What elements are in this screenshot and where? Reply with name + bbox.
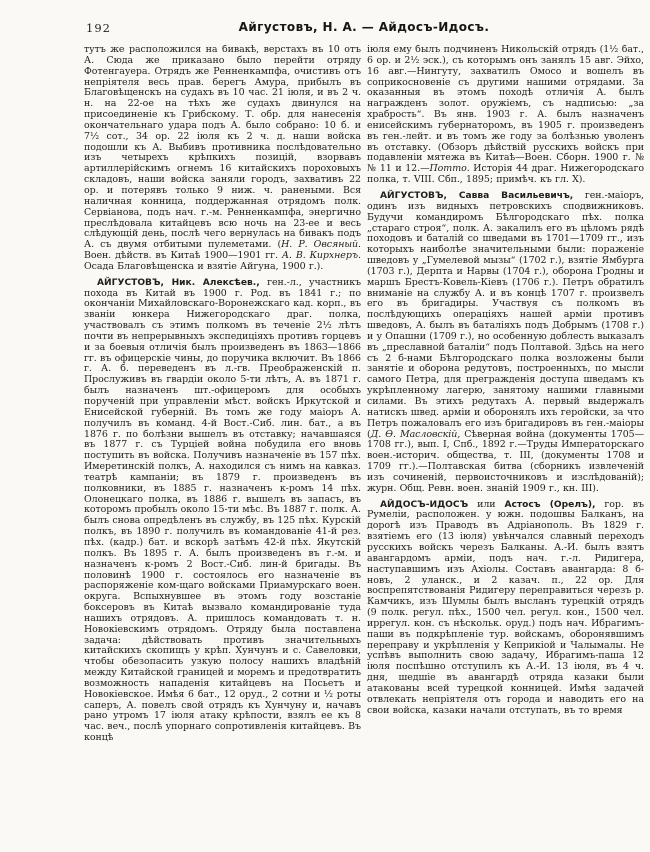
text-segment: Воен. дѣйств. въ Китаѣ 1900—1901 гг. <box>84 250 282 262</box>
running-title: Айгустовъ, Н. А. — Айдосъ-Идосъ. <box>238 20 490 34</box>
entry-headword: АЙГУСТОВЪ, Ник. Алексѣев., <box>97 277 260 288</box>
text-segment: гор. въ Румеліи, расположен. у южн. подошвы Балканъ, на дорогѣ изъ Праводъ въ Адріанополь. Въ 1829 г. взятіемъ его (13 іюля) увѣнчался славный переходъ русскихъ войскъ черезъ Балканы. А.-И. былъ взятъ авангардомъ арміи, подъ нач. г.-л. Ридигера, наступавшимъ изъ Ахіолы. Составъ авангарда: 8 б-новъ, 2 уланск., и 2 казач. п., 22 ор. Для воспрепятствованія Ридигеру переправиться черезъ р. Камчикъ, изъ Шумлы былъ высланъ турецкій отрядъ (9 полк. регул. пѣх., 1500 чел. регул. кон., 1500 чел. иррегул. кон. съ нѣскольк. оруд.) подъ нач. Ибрагимъ-паши въ подкрѣпленіе тур. войскамъ, оборонявшимъ переправу и укрѣпленія у Кеприкіой и Чалымалы. Не успѣвъ выполнить свою задачу, Ибрагимъ-паша 12 іюля поспѣшно отступилъ къ А.-И. 13 іюля, въ 4 ч. дня, шедшіе въ авангардѣ отряда казаки были атакованы всей турецкой конницей. Имѣя задачей отвлекать непріятеля отъ города и наводить его на свои войска, казаки начали отступать, въ то время <box>367 498 644 716</box>
text-segment: ген.-маіоръ, одинъ изъ видныхъ петровскихъ сподвижниковъ. Будучи командиромъ Бѣлгородскаго пѣх. полка „стараго строя“, полк. А. закалилъ его въ цѣломъ рядѣ походовъ и баталій со шведами въ 1701—1709 гг., изъ которыхъ наиболѣе значительными были: пораженіе шведовъ у „Гумелевой мызы“ (1702 г.), взятіе Ямбурга (1703 г.), Дерпта и Нарвы (1704 г.), оборона Гродны и маршъ Брестъ-Ковель-Кіевъ (1706 г.). Петръ обратилъ вниманіе на службу А. и въ концѣ 1707 г. произвелъ его въ бригадиры. Участвуя съ полкомъ въ послѣдующихъ операціяхъ нашей арміи противъ шведовъ, А. былъ въ баталіяхъ подъ Добрымъ (1708 г.) и у Опашни (1709 г.), но особенную доблесть выказалъ въ „преславной баталіи“ подъ Полтавой. Здѣсь на него съ 2 б-нами Бѣлгородскаго полка возложены были занятіе и оборона редутовъ, построенныхъ, по мысли самого Петра, для прегражденія доступа шведамъ къ укрѣпленному лагерю, занятому нашими главными силами. Въ этихъ редутахъ А. первый выдержалъ натискъ швед. арміи и оборонялъ ихъ геройски, за что Петръ пожаловалъ его изъ бригадировъ въ ген.-маіоры ( <box>367 189 644 440</box>
text-segment: или <box>468 498 505 510</box>
left-column <box>84 45 361 793</box>
entry-headword: АЙДОСЪ-ИДОСЪ <box>380 499 469 510</box>
continuation-paragraph <box>367 45 644 186</box>
text-segment: тутъ же расположился на бивакѣ, верстахъ въ 10 отъ А. Сюда же приказано было перейти отряду Фотенгауера. Отрядъ же Ренненкампфа, очистивъ отъ непріятеля весь прав. берегъ Амура, прибылъ въ Благовѣщенскъ на судахъ въ 10 час. 21 іюля, и въ 2 ч. н. на 22-ое на тѣхъ же судахъ двинулся на присоединеніе къ Грибскому. Т. обр. для нанесенія окончательнаго удара подъ А. было собрано: 10 б. и 7½ сот., 34 ор. 22 іюля къ 2 ч. д. наши войска подошли къ А. Выбивъ противника послѣдовательно изъ четырехъ крѣпкихъ позицій, взорвавъ артиллерійскимъ огнемъ 16 китайскихъ пороховыхъ складовъ, наши войска заняли городъ, захвативъ 22 ор. и потерявъ только 9 ниж. ч. ранеными. Вся наличная конница, поддержанная отрядомъ полк. Сервіанова, подъ нач. г.-м. Ренненкампфа, энергично преслѣдовала китайцевъ всю ночь на 23-ее и весь слѣдующій день, послѣ чего вернулась на бивакъ подъ А. съ двумя отбитыми пулеметами. ( <box>84 45 361 251</box>
encyclopedia-entry <box>367 191 644 495</box>
citation-author: Н. Р. Овсяный. <box>281 239 361 251</box>
text-segment: іюля ему былъ подчиненъ Никольскій отрядъ (1½ бат., 6 ор. и 2½ эск.), съ которымъ онъ занялъ 15 авг. Эйхо, 16 авг.—Нингуту, захватилъ Омосо и вошелъ въ соприкосновеніе съ другими нашими отрядами. За оказанныя въ этомъ походѣ отличія А. былъ награжденъ золот. оружіемъ, съ надписью: „за храбрость“. Въ янв. 1903 г. А. былъ назначенъ енисейскимъ губернаторомъ, въ 1905 г. произведенъ въ ген.-лейт. и въ томъ же году за болѣзнью уволенъ въ отставку. (Обзоръ дѣйствій русскихъ войскъ при подавленіи мятежа въ Китаѣ—Воен. Сборн. 1900 г. №№ 11 и 12.— <box>367 45 644 175</box>
citation-author: Потто. <box>429 163 470 175</box>
text-columns <box>84 45 644 793</box>
text-segment: Исторія 44 драг. Нижегородскаго полка, т. VIII. Сбп., 1895; примѣч. къ гл. X). <box>367 163 644 186</box>
citation-author: А. В. Кирхнеръ. <box>281 250 361 262</box>
text-segment: Сѣверная война (документы 1705—1708 гг.), вып. I, Спб., 1892 г.—Труды Императорскаго воен.-историч. общества, т. III, (документы 1708 и 1709 гг.).—Полтавская битва (сборникъ извлеченій изъ сочиненій, первоисточниковъ и изслѣдованій); журн. Общ. Ревн. воен. знаній 1909 г., кн. III). <box>367 428 644 494</box>
encyclopedia-entry <box>367 500 644 717</box>
page-header <box>84 20 644 38</box>
page-number: 192 <box>86 21 111 35</box>
entry-headword: АЙГУСТОВЪ, Савва Васильевичъ, <box>380 190 574 201</box>
text-segment: ген.-л., участникъ похода въ Китай въ 1900 г. Род. въ 1841 г.; по окончаніи Михайловскаго-Воронежскаго кад. корп., въ званіи юнкера Нижегородскаго драг. полка, участвовалъ съ этимъ полкомъ въ теченіе 2½ лѣтъ почти въ непрерывныхъ экспедиціяхъ противъ горцевъ и за боевыя отличія былъ произведенъ въ 1863—1866 гг. въ офицерскіе чины, до поручика включит. Въ 1866 г. А. б. переведенъ въ л.-гв. Преображенскій п. Прослуживъ въ гвардіи около 5-ти лѣтъ, А. въ 1871 г. былъ назначенъ шт.-офицеромъ для особыхъ порученій при управленіи мѣст. войскъ Иркутской и Енисейской губерній. Въ томъ же году маіоръ А. получилъ въ команд. 4-й Вост.-Сиб. лин. бат., а въ 1876 г. по болѣзни вышелъ въ отставку; начавшаяся въ 1877 г. съ Турціей война побудила его вновь поступить въ войска. Получивъ назначеніе въ 157 пѣх. Имеретинскій полкъ, А. находился съ нимъ на кавказ. театрѣ кампаніи; въ 1879 г. произведенъ въ полковники, въ 1885 г. назначенъ к-ромъ 14 пѣх. Олонецкаго полка, въ 1886 г. вышелъ въ запасъ, въ которомъ пробылъ около 15-ти мѣс. Въ 1887 г. полк. А. былъ снова опредѣленъ въ службу, въ 125 пѣх. Курскій полкъ, въ 1890 г. получилъ въ командованіе 41-й рез. пѣх. (кадр.) бат. и вскорѣ затѣмъ 42-й пѣх. Якутскій полкъ. Въ 1895 г. А. былъ произведенъ въ г.-м. и назначенъ к-ромъ 2 Вост.-Сиб. лин-й бригады. Въ половинѣ 1900 г. состоялось его назначеніе въ распоряженіе ком-щаго войсками Приамурскаго воен. округа. Вспыхнувшее въ этомъ году возстаніе боксеровъ въ Китаѣ вызвало командированіе туда нашихъ отрядовъ. А. пришлось командовать т. н. Новокіевскимъ отрядомъ. Отряду была поставлена задача: дѣйствовать противъ значительныхъ китайскихъ скопищъ у крѣп. Хунчунъ и с. Савеловки, чтобы обезопасить узкую полосу нашихъ владѣній между Китайской границей и моремъ и предотвратить возможность нападенія китайцевъ на Посьетъ и Новокіевское. Имѣя 6 бат., 12 оруд., 2 сотни и ½ роты саперъ, А. повелъ свой отрядъ къ Хунчуну и, начавъ рано утромъ 17 іюля атаку крѣпости, взялъ ее къ 8 час. веч., послѣ упорнаго сопротивленія китайцевъ. Въ концѣ <box>84 276 361 744</box>
encyclopedia-entry <box>84 278 361 744</box>
right-column <box>367 45 644 793</box>
continuation-paragraph <box>84 45 361 273</box>
entry-headword: Астосъ (Орелъ), <box>504 499 596 510</box>
citation-author: Д. Ѳ. Масловскій, <box>370 428 461 440</box>
text-segment: Осада Благовѣщенска и взятіе Айгуна, 1900 г.). <box>84 260 324 272</box>
